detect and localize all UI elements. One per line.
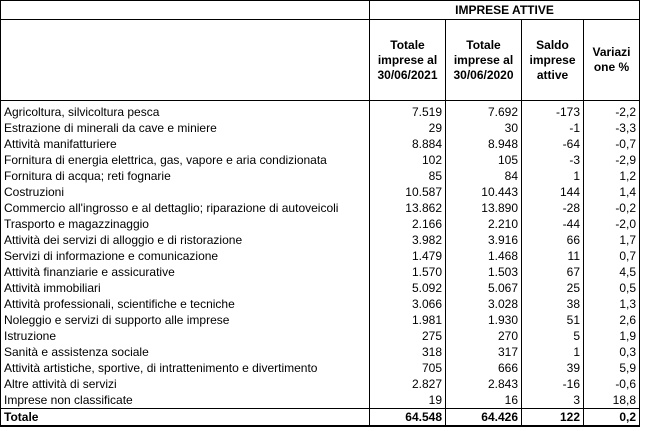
totale-2021-cell: 1.479: [370, 248, 446, 264]
col-header-totale-2020-line2: imprese al: [453, 52, 514, 67]
sector-cell: Agricoltura, silvicoltura pesca: [1, 101, 370, 121]
saldo-cell: 51: [522, 312, 584, 328]
variazione-cell: 1,2: [584, 168, 640, 184]
saldo-cell: 66: [522, 232, 584, 248]
totale-2021-cell: 705: [370, 360, 446, 376]
variazione-cell: -2,9: [584, 152, 640, 168]
table-row: [1, 360, 640, 376]
totale-2020-cell: 7.692: [446, 101, 522, 121]
sector-cell: Fornitura di acqua; reti fognarie: [1, 168, 370, 184]
sector-cell: Altre attività di servizi: [1, 376, 370, 392]
saldo-cell: 1: [522, 168, 584, 184]
variazione-cell: 5,9: [584, 360, 640, 376]
saldo-cell: 5: [522, 328, 584, 344]
table-row: [1, 312, 640, 328]
col-header-variazione: [584, 20, 640, 101]
totale-2021-cell: 2.827: [370, 376, 446, 392]
table-body: [1, 101, 640, 427]
saldo-cell: -64: [522, 136, 584, 152]
sector-cell: Attività manifatturiere: [1, 136, 370, 152]
sector-cell: Attività professionali, scientifiche e tecniche: [1, 296, 370, 312]
totale-2020-cell: 8.948: [446, 136, 522, 152]
variazione-cell: 4,5: [584, 264, 640, 280]
table-row: [1, 392, 640, 409]
totale-2021-cell: 1.570: [370, 264, 446, 280]
totale-2020-cell: 270: [446, 328, 522, 344]
totale-2021-cell: 3.066: [370, 296, 446, 312]
totale-2020-cell: 1.468: [446, 248, 522, 264]
sector-cell: Attività dei servizi di alloggio e di ristorazione: [1, 232, 370, 248]
col-header-saldo-line3: attive: [536, 67, 569, 82]
table-row: [1, 168, 640, 184]
sector-cell: Noleggio e servizi di supporto alle imprese: [1, 312, 370, 328]
col-header-saldo: [522, 20, 584, 101]
totale-2020-cell: 666: [446, 360, 522, 376]
saldo-cell: 39: [522, 360, 584, 376]
totale-2021-cell: 2.166: [370, 216, 446, 232]
variazione-cell: -2,2: [584, 101, 640, 121]
col-header-variazione-line1: Variazi: [592, 45, 631, 59]
table-row: [1, 101, 640, 121]
totale-2021-cell: 8.884: [370, 136, 446, 152]
table-row: [1, 280, 640, 296]
col-header-totale-2021-line2: imprese al: [377, 52, 438, 67]
saldo-cell: -1: [522, 120, 584, 136]
variazione-cell: 0,5: [584, 280, 640, 296]
sector-cell: Imprese non classificate: [1, 392, 370, 409]
totale-2020-cell: 13.890: [446, 200, 522, 216]
sector-cell: Attività artistiche, sportive, di intrattenimento e divertimento: [1, 360, 370, 376]
variazione-cell: -2,0: [584, 216, 640, 232]
col-header-variazione-line2: one %: [593, 60, 630, 74]
totale-2021-cell: 19: [370, 392, 446, 409]
saldo-cell: 38: [522, 296, 584, 312]
table-row: [1, 264, 640, 280]
sector-cell: Servizi di informazione e comunicazione: [1, 248, 370, 264]
col-header-saldo-line2: imprese: [529, 52, 576, 67]
table-row: [1, 248, 640, 264]
variazione-cell: 1,9: [584, 328, 640, 344]
total-saldo: 122: [522, 409, 584, 427]
table-row: [1, 344, 640, 360]
totale-2020-cell: 2.210: [446, 216, 522, 232]
totale-2021-cell: 275: [370, 328, 446, 344]
table-row: [1, 136, 640, 152]
saldo-cell: 11: [522, 248, 584, 264]
totale-2020-cell: 16: [446, 392, 522, 409]
sector-header: [1, 20, 370, 101]
col-header-totale-2020-line1: Totale: [466, 37, 501, 52]
table-row: [1, 200, 640, 216]
sector-cell: Sanità e assistenza sociale: [1, 344, 370, 360]
table-row: [1, 376, 640, 392]
totale-2020-cell: 1.503: [446, 264, 522, 280]
saldo-cell: -28: [522, 200, 584, 216]
variazione-cell: 1,7: [584, 232, 640, 248]
variazione-cell: 1,3: [584, 296, 640, 312]
totale-2021-cell: 318: [370, 344, 446, 360]
group-header-row: [1, 1, 640, 20]
variazione-cell: 2,6: [584, 312, 640, 328]
variazione-cell: 1,4: [584, 184, 640, 200]
total-variazione: 0,2: [584, 409, 640, 427]
totale-2020-cell: 1.930: [446, 312, 522, 328]
totale-2021-cell: 5.092: [370, 280, 446, 296]
table-row: [1, 232, 640, 248]
sector-cell: Costruzioni: [1, 184, 370, 200]
table-row: [1, 216, 640, 232]
saldo-cell: 25: [522, 280, 584, 296]
table-row: [1, 152, 640, 168]
totale-2021-cell: 3.982: [370, 232, 446, 248]
saldo-cell: 1: [522, 344, 584, 360]
totale-2020-cell: 3.916: [446, 232, 522, 248]
variazione-cell: -0,6: [584, 376, 640, 392]
saldo-cell: 67: [522, 264, 584, 280]
totale-2021-cell: 10.587: [370, 184, 446, 200]
variazione-cell: -0,7: [584, 136, 640, 152]
total-totale-2020: 64.426: [446, 409, 522, 427]
saldo-cell: -16: [522, 376, 584, 392]
totale-2021-cell: 1.981: [370, 312, 446, 328]
col-header-totale-2020-line3: 30/06/2020: [453, 67, 514, 82]
sector-cell: Attività finanziarie e assicurative: [1, 264, 370, 280]
totale-2020-cell: 2.843: [446, 376, 522, 392]
totale-2020-cell: 30: [446, 120, 522, 136]
sector-cell: Commercio all'ingrosso e al dettaglio; riparazione di autoveicoli: [1, 200, 370, 216]
totale-2020-cell: 3.028: [446, 296, 522, 312]
total-totale-2021: 64.548: [370, 409, 446, 427]
saldo-cell: 3: [522, 392, 584, 409]
table-row: [1, 296, 640, 312]
table-row: [1, 328, 640, 344]
sector-cell: Fornitura di energia elettrica, gas, vapore e aria condizionata: [1, 152, 370, 168]
totale-2021-cell: 102: [370, 152, 446, 168]
col-header-saldo-line1: Saldo: [536, 37, 569, 52]
totale-2020-cell: 10.443: [446, 184, 522, 200]
totale-2020-cell: 84: [446, 168, 522, 184]
table-row: [1, 120, 640, 136]
saldo-cell: -173: [522, 101, 584, 121]
totale-2021-cell: 13.862: [370, 200, 446, 216]
variazione-cell: -3,3: [584, 120, 640, 136]
totale-2020-cell: 317: [446, 344, 522, 360]
group-title: IMPRESE ATTIVE: [370, 1, 640, 20]
variazione-cell: -0,2: [584, 200, 640, 216]
table-row: [1, 184, 640, 200]
totale-2020-cell: 105: [446, 152, 522, 168]
sector-cell: Attività immobiliari: [1, 280, 370, 296]
totale-2021-cell: 29: [370, 120, 446, 136]
col-header-totale-2020: [446, 20, 522, 101]
sector-cell: Istruzione: [1, 328, 370, 344]
variazione-cell: 0,3: [584, 344, 640, 360]
corner-cell: [1, 1, 370, 20]
total-label: Totale: [1, 409, 370, 427]
sector-cell: Estrazione di minerali da cave e miniere: [1, 120, 370, 136]
col-header-totale-2021: [370, 20, 446, 101]
col-header-totale-2021-line3: 30/06/2021: [377, 67, 438, 82]
column-header-row: [1, 20, 640, 101]
variazione-cell: 0,7: [584, 248, 640, 264]
totale-2020-cell: 5.067: [446, 280, 522, 296]
totale-2021-cell: 7.519: [370, 101, 446, 121]
saldo-cell: -3: [522, 152, 584, 168]
total-row: [1, 409, 640, 427]
totale-2021-cell: 85: [370, 168, 446, 184]
variazione-cell: 18,8: [584, 392, 640, 409]
saldo-cell: 144: [522, 184, 584, 200]
col-header-totale-2021-line1: Totale: [390, 37, 425, 52]
saldo-cell: -44: [522, 216, 584, 232]
sector-cell: Trasporto e magazzinaggio: [1, 216, 370, 232]
